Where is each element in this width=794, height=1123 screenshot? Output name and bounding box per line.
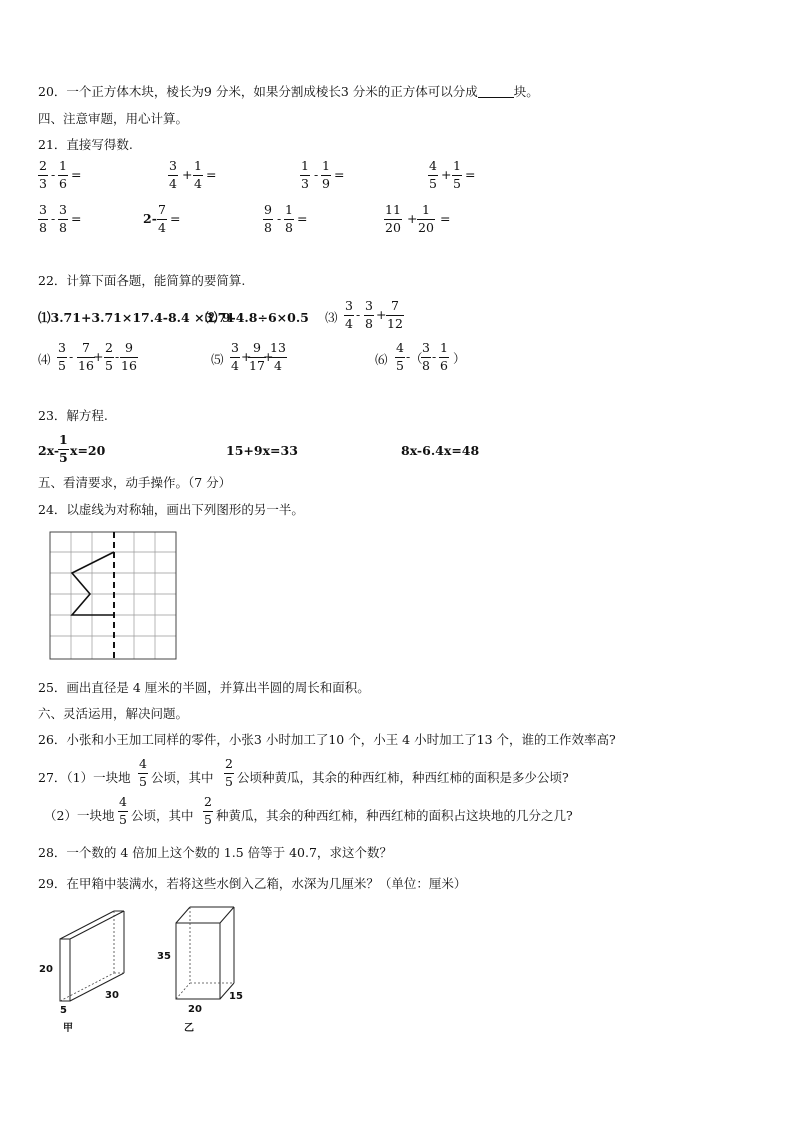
fraction: 1 4	[194, 158, 202, 191]
equals: =	[334, 167, 345, 182]
q23-equation-2: 15+9x=33	[226, 443, 298, 458]
operator: -	[51, 211, 56, 226]
q20-text-end: 块。	[513, 84, 539, 99]
equals: =	[297, 211, 308, 226]
question-24: 24．以虚线为对称轴，画出下列图形的另一半。	[38, 502, 304, 517]
fraction: 1 20	[418, 202, 434, 235]
q22-part-1: ⑴3.71+3.71×17.4-8.4 ×3.71	[38, 310, 235, 325]
equals: =	[71, 211, 82, 226]
fraction: 3 4	[169, 158, 177, 191]
fraction: 3 8	[59, 202, 67, 235]
operator: +	[407, 211, 418, 226]
fraction: 2 3	[39, 158, 47, 191]
box-b-length: 20	[188, 1004, 202, 1015]
box-b-name: 乙	[184, 1023, 194, 1034]
fraction: 1 8	[285, 202, 293, 235]
fraction: 1 3	[301, 158, 309, 191]
fraction: 11 20	[385, 202, 401, 235]
fraction: 1 9	[322, 158, 330, 191]
section-4-heading: 四、注意审题，用心计算。	[38, 111, 189, 126]
fraction: 3 8	[39, 202, 47, 235]
q23-equation-3: 8x-6.4x=48	[401, 443, 480, 458]
operator: -	[314, 167, 319, 182]
question-26: 26．小张和小王加工同样的零件，小张3 小时加工了10 个，小王 4 小时加工了13 个，谁的工作效率高?	[38, 732, 616, 747]
half-shape	[72, 552, 114, 615]
operator: -	[51, 167, 56, 182]
box-b-height: 35	[157, 951, 171, 962]
operator: +	[441, 167, 452, 182]
section-6-heading: 六、灵活运用，解决问题。	[38, 706, 189, 721]
whole-number: 2-	[143, 211, 157, 226]
question-28: 28．一个数的 4 倍加上这个数的 1.5 倍等于 40.7，求这个数？	[38, 845, 392, 860]
answer-blank[interactable]	[478, 85, 514, 98]
fraction: 1 5	[453, 158, 461, 191]
fraction: 4 5	[429, 158, 437, 191]
box-b-diagram	[170, 905, 240, 1005]
operator: +	[182, 167, 193, 182]
symmetry-grid-figure	[48, 530, 178, 662]
equals: =	[206, 167, 217, 182]
equals: =	[170, 211, 181, 226]
box-a-width: 5	[60, 1005, 67, 1016]
equals: =	[465, 167, 476, 182]
q22-part-2: ⑵ 9-4.8÷6×0.5	[205, 310, 309, 325]
question-25: 25．画出直径是 4 厘米的半圆，并算出半圆的周长和面积。	[38, 680, 370, 695]
question-21-title: 21．直接写得数.	[38, 137, 133, 152]
operator: -	[277, 211, 282, 226]
fraction: 7 4	[158, 202, 166, 235]
equals: =	[440, 211, 451, 226]
question-29: 29．在甲箱中装满水，若将这些水倒入乙箱，水深为几厘米？（单位：厘米）	[38, 876, 467, 891]
box-a-name: 甲	[63, 1023, 73, 1034]
section-5-heading: 五、看清要求，动手操作。（7 分）	[38, 475, 232, 490]
question-20	[38, 82, 539, 100]
question-22-title: 22．计算下面各题，能简算的要简算.	[38, 273, 246, 288]
question-23-title: 23．解方程.	[38, 408, 108, 423]
fraction: 1 6	[59, 158, 67, 191]
fraction: 9 8	[264, 202, 272, 235]
q20-text: 20．一个正方体木块，棱长为9 分米，如果分割成棱长3 分米的正方体可以分成	[38, 84, 478, 99]
equals: =	[71, 167, 82, 182]
box-a-height: 20	[39, 964, 53, 975]
box-b-width: 15	[229, 991, 243, 1002]
box-a-length: 30	[105, 990, 119, 1001]
